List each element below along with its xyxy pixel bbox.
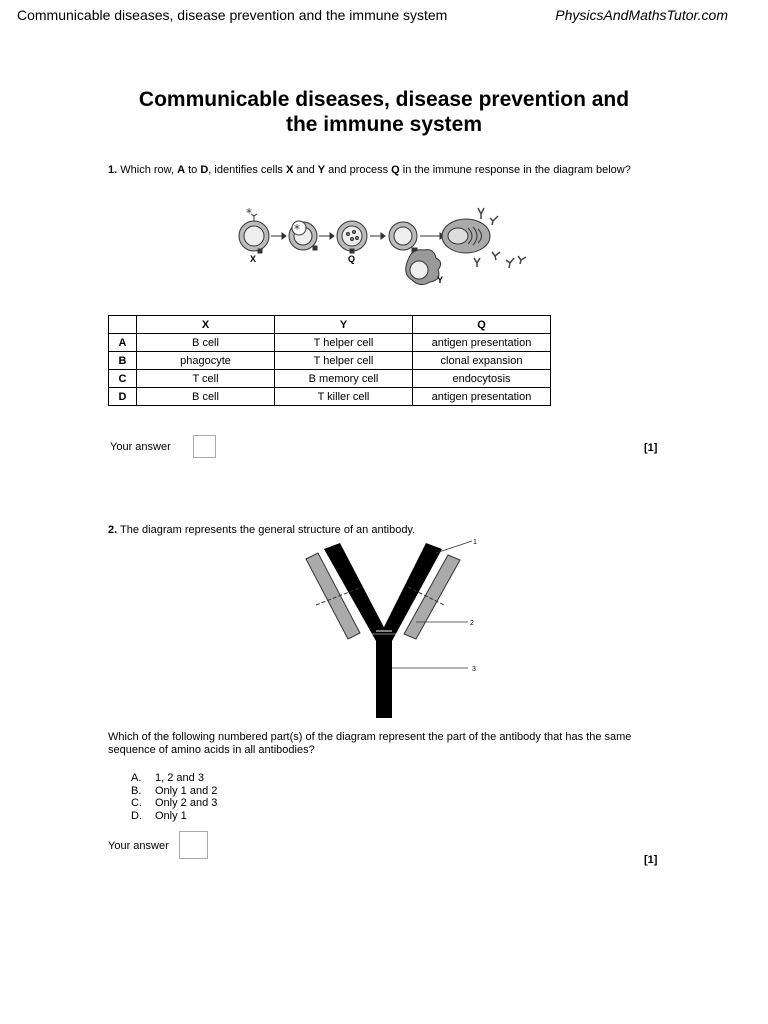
option-text: Only 2 and 3	[155, 797, 218, 809]
table-cell: antigen presentation	[413, 388, 551, 406]
header-title: Communicable diseases, disease prevention and the immune system	[17, 7, 448, 23]
table-cell: phagocyte	[137, 352, 275, 370]
label-1-leader	[436, 541, 472, 553]
row-letter: C	[109, 370, 137, 388]
table-header-cell: Y	[275, 316, 413, 334]
table-row	[109, 388, 551, 406]
table-cell: antigen presentation	[413, 334, 551, 352]
q1-text-3: D	[200, 164, 209, 176]
row-letter: A	[109, 334, 137, 352]
table-header-cell	[109, 316, 137, 334]
q1-text-10: in the immune response in the diagram below?	[399, 164, 631, 176]
cell-x-icon	[239, 206, 269, 253]
table-row	[109, 352, 551, 370]
diagram-label-q: Q	[348, 254, 356, 264]
option-letter: A.	[131, 772, 142, 784]
table-cell: clonal expansion	[413, 352, 551, 370]
diagram-label-x: X	[250, 254, 257, 264]
row-letter: B	[109, 352, 137, 370]
q1-text-2: to	[185, 164, 201, 176]
option-text: Only 1 and 2	[155, 784, 218, 797]
q1-text-9: Q	[391, 164, 400, 176]
q1-text-8: and process	[325, 164, 392, 176]
q2-marks: [1]	[644, 854, 658, 866]
table-cell: T helper cell	[275, 352, 413, 370]
diagram-label-y: Y	[437, 275, 444, 285]
table-cell: B cell	[137, 388, 275, 406]
svg-text:*: *	[294, 222, 300, 236]
option-d[interactable]	[131, 810, 217, 823]
q1-answer-label: Your answer	[110, 441, 171, 453]
antibody-label-1: 1	[473, 539, 477, 546]
antibody-label-3: 3	[472, 666, 476, 673]
table-cell: B memory cell	[275, 370, 413, 388]
q1-text-1: A	[177, 164, 186, 176]
header-site-name: PhysicsAndMathsTutor.com	[555, 7, 728, 23]
table-cell: T killer cell	[275, 388, 413, 406]
q2-options	[131, 772, 217, 822]
antibody-structure-diagram	[300, 535, 490, 720]
question-1-number: 1.	[108, 164, 118, 176]
q1-text-7: Y	[317, 164, 326, 176]
answer-options-table	[108, 315, 551, 406]
q2-answer-box[interactable]	[179, 831, 208, 859]
table-header-cell: X	[137, 316, 275, 334]
plasma-cell-icon	[442, 219, 490, 253]
q1-text-5: X	[285, 164, 294, 176]
phagocytosis-cell-icon	[289, 221, 317, 250]
option-c[interactable]	[131, 797, 217, 810]
table-cell: B cell	[137, 334, 275, 352]
question-2-text: The diagram represents the general structure of an antibody.	[117, 524, 416, 536]
question-2-prompt	[108, 731, 631, 756]
option-text: Only 1	[155, 809, 187, 822]
page-title-line-1: Communicable diseases, disease prevention and	[138, 88, 630, 111]
immune-response-diagram	[230, 200, 540, 292]
antibody-label-2: 2	[470, 620, 474, 627]
question-2-number: 2.	[108, 524, 118, 536]
q1-text-0: Which row,	[117, 164, 178, 176]
table-cell: T cell	[137, 370, 275, 388]
table-header-cell: Q	[413, 316, 551, 334]
option-a[interactable]	[131, 772, 217, 785]
question-2-prompt-line-1: Which of the following numbered part(s) of the diagram represent the part of the antibody that has the same	[108, 731, 632, 743]
table-cell: endocytosis	[413, 370, 551, 388]
processing-cell-icon	[337, 221, 367, 253]
presenting-cell-icon	[389, 222, 417, 253]
option-text: 1, 2 and 3	[155, 772, 204, 784]
option-b[interactable]	[131, 785, 217, 798]
q2-answer-label: Your answer	[108, 840, 169, 852]
q1-marks: [1]	[644, 442, 658, 454]
svg-text:*: *	[246, 206, 252, 220]
option-letter: D.	[131, 809, 142, 822]
row-letter: D	[109, 388, 137, 406]
q1-text-4: , identifies cells	[208, 164, 286, 176]
question-2-prompt-line-2: sequence of amino acids in all antibodies?	[108, 743, 315, 756]
page-title	[0, 87, 768, 137]
table-row	[109, 370, 551, 388]
q1-text-6: and	[293, 164, 318, 176]
table-header-row	[109, 316, 551, 334]
option-letter: B.	[131, 784, 142, 797]
cell-y-icon	[406, 250, 444, 285]
question-1-stem	[108, 164, 631, 176]
table-row	[109, 334, 551, 352]
q1-answer-box[interactable]	[193, 435, 216, 458]
page-title-line-2: the immune system	[285, 113, 483, 136]
table-cell: T helper cell	[275, 334, 413, 352]
option-letter: C.	[131, 797, 142, 809]
